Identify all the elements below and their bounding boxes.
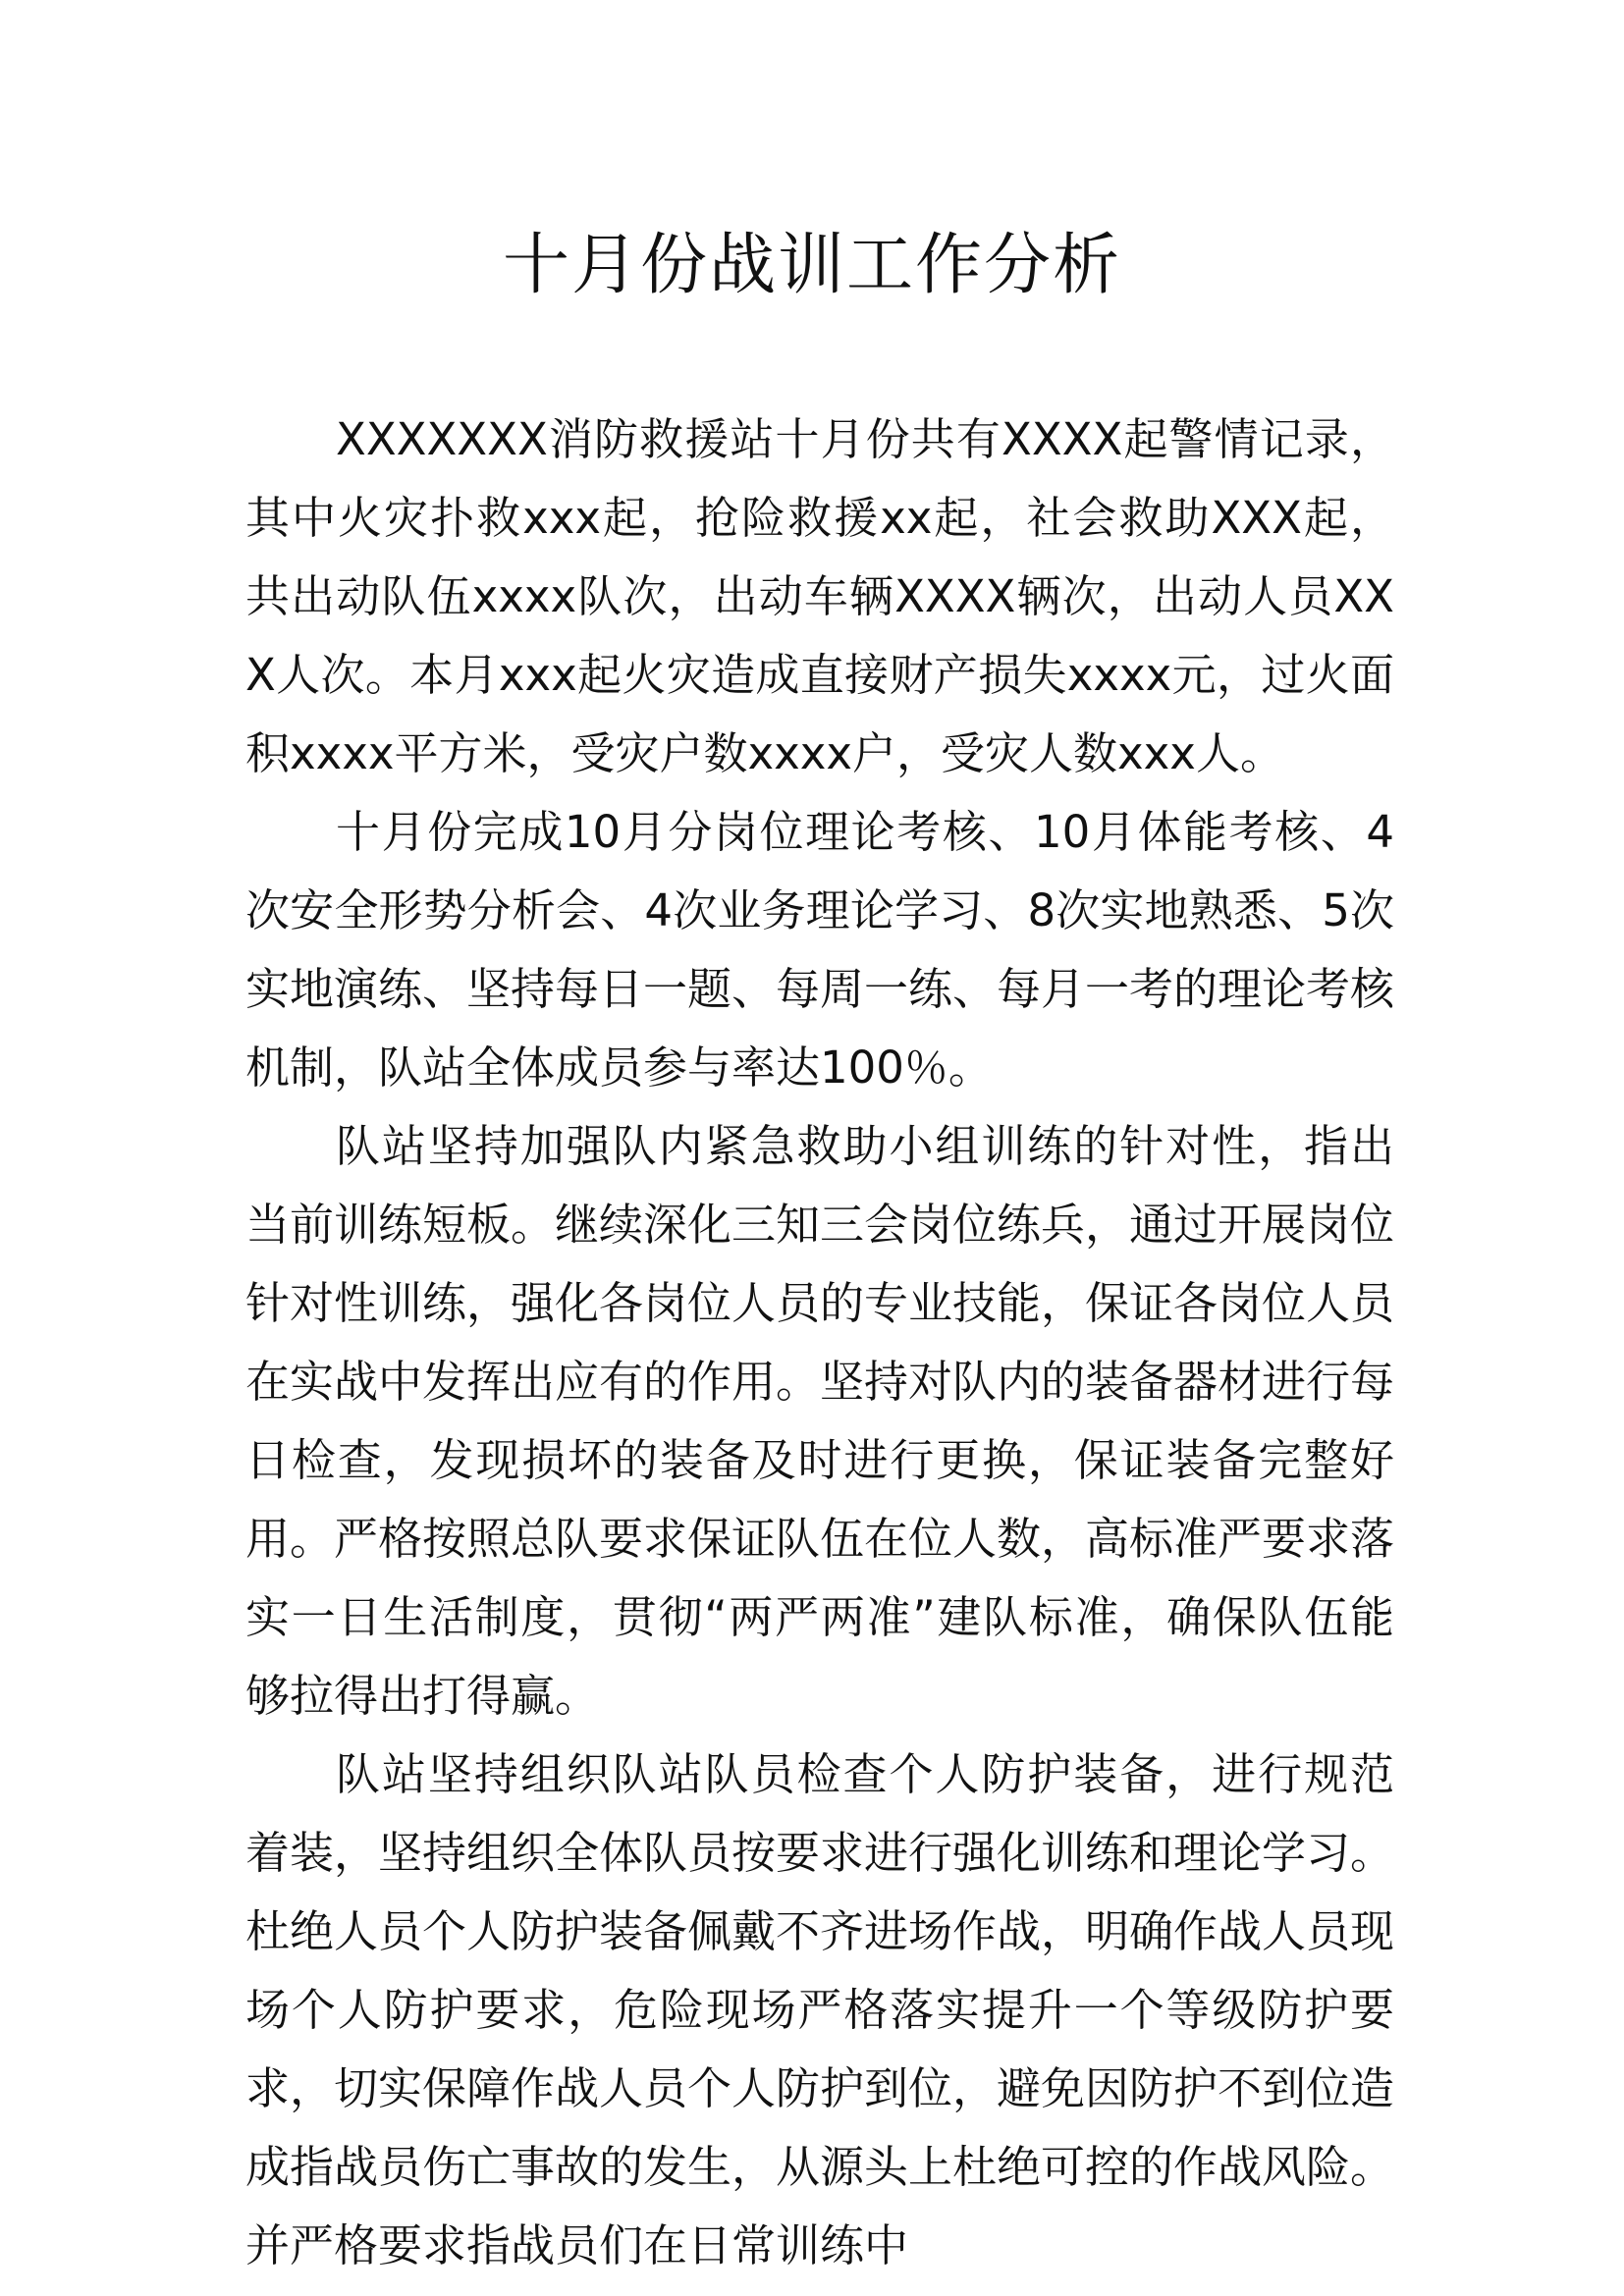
paragraph-team-training: 队站坚持加强队内紧急救助小组训练的针对性，指出当前训练短板。继续深化三知三会岗位练兵，通过开展岗位针对性训练，强化各岗位人员的专业技能，保证各岗位人员在实战中发挥出应有的作用。坚持对队内的装备器材进行每日检查，发现损坏的装备及时进行更换，保证装备完整好用。严格按照总队要求保证队伍在位人数，高标准严要求落实一日生活制度，贯彻“两严两准”建队标准，确保队伍能够拉得出打得赢。 <box>245 1120 1395 1722</box>
document-title: 十月份战训工作分析 <box>502 227 1121 304</box>
paragraph-personal-protection: 队站坚持组织队站队员检查个人防护装备，进行规范着装，坚持组织全体队员按要求进行强化训练和理论学习。杜绝人员个人防护装备佩戴不齐进场作战，明确作战人员现场个人防护要求，危险现场严格落实提升一个等级防护要求，切实保障作战人员个人防护到位，避免因防护不到位造成指战员伤亡事故的发生，从源头上杜绝可控的作战风险。并严格要求指战员们在日常训练中 <box>245 1748 1395 2271</box>
paragraph-training-completion: 十月份完成10月分岗位理论考核、10月体能考核、4次安全形势分析会、4次业务理论学习、8次实地熟悉、5次实地演练、坚持每日一题、每周一练、每月一考的理论考核机制，队站全体成员参与率达100％。 <box>245 806 1395 1094</box>
paragraph-incident-statistics: XXXXXXX消防救援站十月份共有XXXX起警情记录，其中火灾扑救xxx起，抢险救援xx起，社会救助XXX起，共出动队伍xxxx队次，出动车辆XXXX辆次，出动人员XXX人次。本月xxx起火灾造成直接财产损失xxxx元，过火面积xxxx平方米，受灾户数xxxx户，受灾人数xxx人。 <box>245 413 1394 779</box>
document-body <box>245 400 1394 2285</box>
